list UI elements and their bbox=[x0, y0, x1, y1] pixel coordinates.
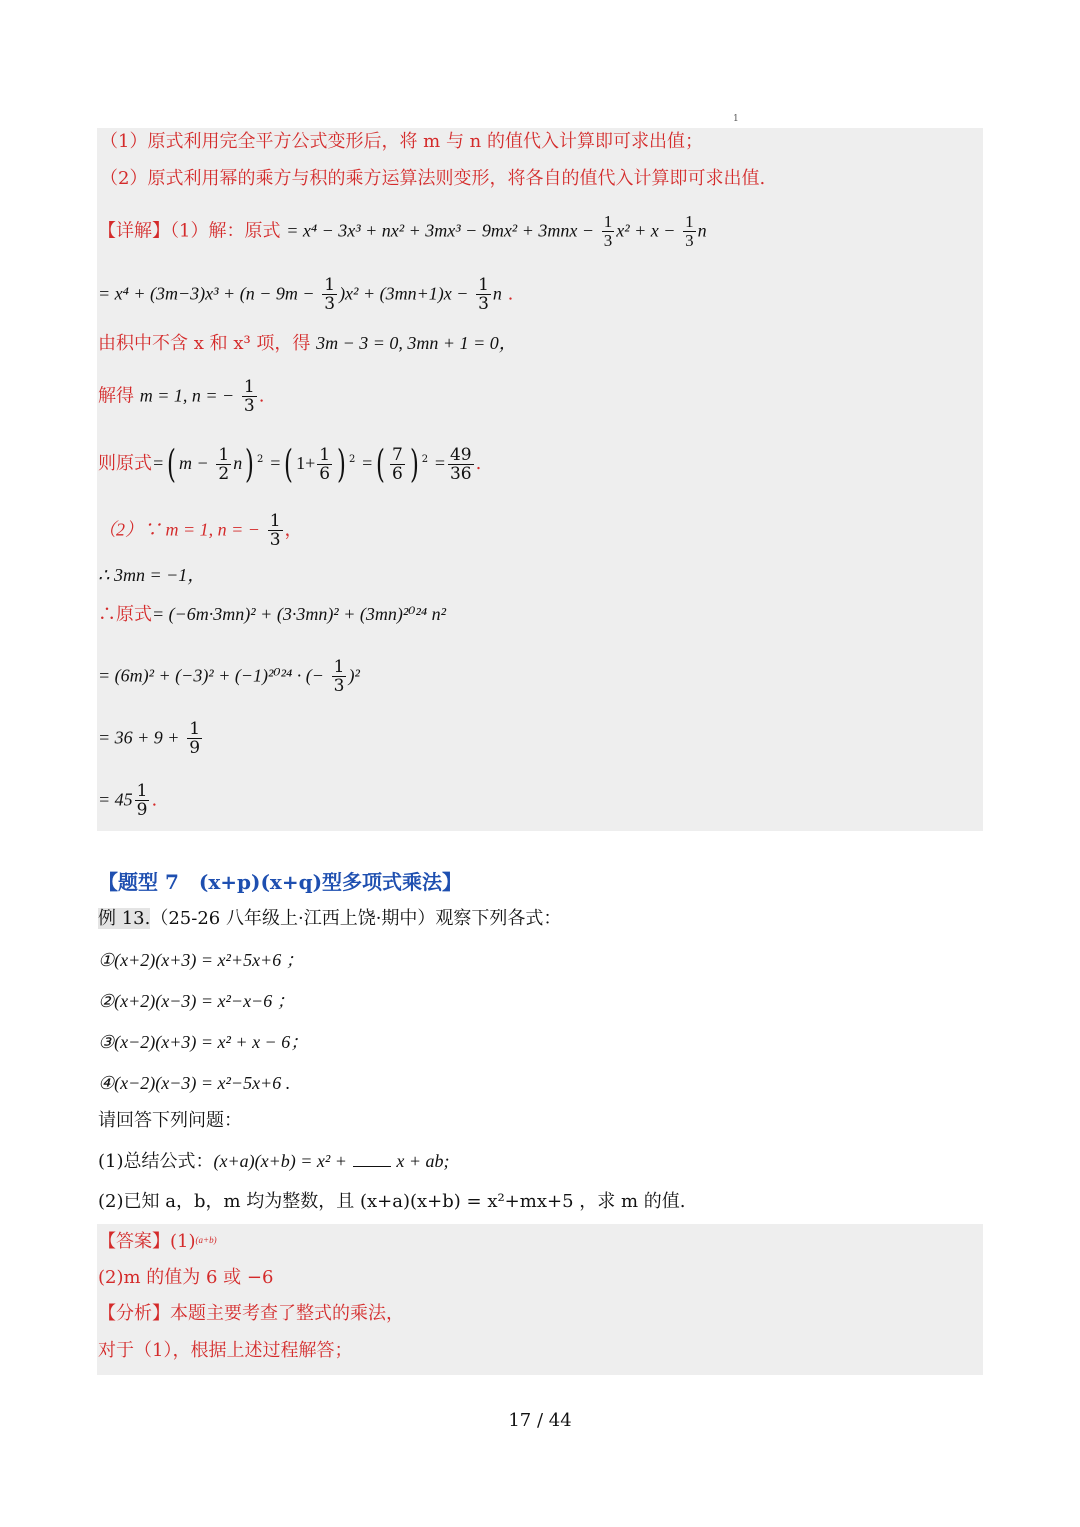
analysis-tag: 【分析】 bbox=[98, 1303, 170, 1324]
part2-step2-line: = (6m)² + (−3)² + (−1)²⁰²⁴ · (− $\frac{1}{3}$ )² bbox=[98, 657, 360, 696]
answer-a1-small: (a+b) bbox=[195, 1235, 217, 1245]
fraction-one-third: $\frac{1}{3}$ bbox=[685, 212, 694, 250]
example-header bbox=[98, 907, 561, 931]
example-item-2: ②(x+2)(x−3) = x²−x−6 ； bbox=[98, 991, 295, 1011]
detail-tag: 【详解】 bbox=[98, 220, 170, 242]
q1-formula: (x+a)(x+b) = x² + bbox=[213, 1151, 347, 1171]
fraction-one-third: $\frac{1}{3}$ bbox=[243, 377, 255, 416]
part2-step3: = 36 + 9 + bbox=[98, 727, 180, 748]
analysis-text: 本题主要考查了整式的乘法， bbox=[170, 1303, 404, 1324]
fraction-one-third: $\frac{1}{3}$ bbox=[603, 212, 613, 250]
example-item-1: ①(x+2)(x+3) = x²+5x+6 ； bbox=[98, 950, 304, 970]
collect-line: = x⁴ + (3m−3)x³ + (n − 9m − $\frac{1}{3}$ )x² + (3mn+1)x − $\frac{1}{3}$ n . bbox=[98, 275, 514, 314]
question-2: (2)已知 a，b，m 均为整数，且 (x+a)(x+b) = x²+mx+5 ，求 m 的值. bbox=[98, 1191, 686, 1212]
analysis-line-2b: 对于（1），根据上述过程解答； bbox=[98, 1340, 353, 1361]
answer-line-2: (2)m 的值为 6 或 −6 bbox=[98, 1267, 274, 1288]
no-terms-eq: 3m − 3 = 0, 3mn + 1 = 0， bbox=[316, 333, 517, 353]
analysis-line bbox=[98, 1302, 404, 1326]
part2-step4: = 45 bbox=[98, 789, 133, 810]
part2-3mn: ∴ 3mn = −1， bbox=[98, 565, 206, 585]
part2-step2: = (6m)² + (−3)² + (−1)²⁰²⁴ · (− bbox=[98, 665, 324, 686]
no-terms-text: 由积中不含 x 和 x³ 项，得 bbox=[98, 333, 311, 354]
page-number: 17 / 44 bbox=[508, 1410, 572, 1431]
answer-tag: 【答案】 bbox=[98, 1231, 170, 1252]
analysis-line-1: （1）原式利用完全平方公式变形后，将 m 与 n 的值代入计算即可求出值； bbox=[100, 131, 703, 152]
no-terms-line bbox=[98, 331, 517, 356]
part2-step3-line: = 36 + 9 + $\frac{1}{9}$ bbox=[98, 719, 201, 758]
q1-blank bbox=[353, 1150, 391, 1167]
fraction-49-36: $\frac{49}{36}$ bbox=[449, 444, 472, 484]
example-label: 例 13. bbox=[98, 908, 151, 929]
part2-intro-line: （2）∵ m = 1, n = − $\frac{1}{3}$ ， bbox=[98, 511, 303, 550]
collect-tail: )x² + (3mn+1)x − bbox=[339, 283, 469, 304]
solve-text: 解得 bbox=[98, 385, 134, 407]
detail-part1: （1）解：原式 bbox=[170, 220, 281, 242]
example-source: （25-26 八年级上·江西上饶·期中）观察下列各式： bbox=[150, 908, 562, 929]
answer-line-1 bbox=[98, 1228, 217, 1254]
part2-orig-line bbox=[98, 602, 446, 627]
example-item-4: ④(x−2)(x−3) = x²−5x+6 . bbox=[98, 1073, 291, 1093]
example-prompt: 请回答下列问题： bbox=[98, 1110, 242, 1131]
solve-line: 解得 m = 1, n = − $\frac{1}{3}$ . bbox=[98, 377, 265, 416]
q1-text: (1)总结公式： bbox=[98, 1151, 214, 1172]
part2-step4-line: = 45 $\frac{1}{9}$ . bbox=[98, 781, 158, 820]
fraction-one-third: $\frac{1}{3}$ bbox=[324, 275, 336, 314]
then-text: 则原式 bbox=[98, 453, 152, 474]
analysis-line-2: （2）原式利用幂的乘方与积的乘方运算法则变形，将各自的值代入计算即可求出值. bbox=[100, 168, 766, 189]
part2-intro: （2）∵ m = 1, n = − bbox=[98, 519, 260, 540]
section-title: 【题型 7 (x+p)(x+q)型多项式乘法】 bbox=[98, 870, 463, 894]
page-marker: 1 bbox=[733, 114, 739, 124]
example-item-3: ③(x−2)(x+3) = x² + x − 6； bbox=[98, 1032, 309, 1052]
q1-tail: x + ab; bbox=[396, 1151, 450, 1171]
solve-eq: m = 1, n = − bbox=[139, 385, 235, 406]
then-line: 则原式=( m − $\frac{1}{2}$ n) $^2$ =( 1+ $\frac{1}{6}$ ) $^2$ =( $\frac{7}{6}$ ) $^2$ = $\frac{49}{36}$ . bbox=[98, 442, 482, 486]
detail-line: 【详解】（1）解：原式 = x⁴ − 3x³ + nx² + 3mx³ − 9mx² + 3mnx − $\frac{1}{3}$ x² + x − $\frac{1}{3}$ n bbox=[98, 212, 707, 250]
part2-orig-eq: = (−6m·3mn)² + (3·3mn)² + (3mn)²⁰²⁴ n² bbox=[152, 604, 447, 624]
collect-mid: = x⁴ + (3m−3)x³ + (n − 9m − bbox=[98, 283, 315, 304]
part2-orig-text: ∴原式 bbox=[98, 604, 152, 625]
fraction-one-third: $\frac{1}{3}$ bbox=[478, 275, 489, 314]
question-1 bbox=[98, 1149, 450, 1174]
expand-equation: = x⁴ − 3x³ + nx² + 3mx³ − 9mx² + 3mnx − bbox=[286, 220, 594, 241]
answer-a1: (1) bbox=[170, 1231, 196, 1252]
